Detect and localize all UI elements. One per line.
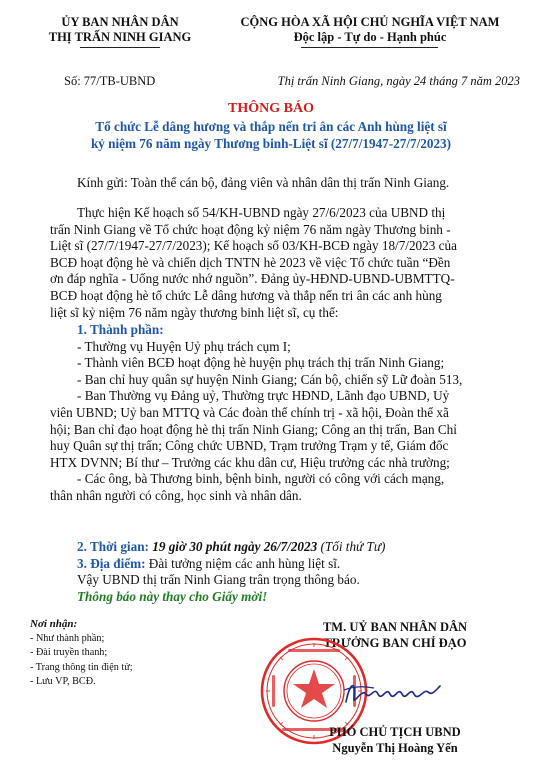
participant-line: - Thành viên BCĐ hoạt động hè huyện phụ trách thị trấn Ninh Giang; — [77, 355, 445, 371]
recipient-item: - Đài truyền thanh; — [30, 647, 108, 659]
country-name: CỘNG HÒA XÃ HỘI CHỦ NGHĨA VIỆT NAM — [240, 15, 500, 29]
recipients-block — [30, 617, 230, 690]
section2-heading: 2. Thời gian: — [77, 539, 149, 554]
participant-line: HTX DVNN; Bí thư – Trưởng các khu dân cư, Hiệu trưởng các nhà trường; — [50, 454, 450, 470]
issuer-line2: THỊ TRẤN NINH GIANG — [48, 30, 192, 44]
section3-heading: 3. Địa điểm: — [77, 555, 146, 571]
motto: Độc lập - Tự do - Hạnh phúc — [293, 30, 447, 44]
section1-heading: 1. Thành phần: — [77, 322, 164, 337]
subtitle-line1: Tổ chức Lễ dâng hương và thắp nến tri ân các Anh hùng liệt sĩ — [95, 119, 447, 134]
document-number: Số: 77/TB-UBND — [64, 74, 156, 88]
signature-org-line2: TRƯỞNG BAN CHỈ ĐẠO — [323, 635, 467, 650]
event-day-note: (Tối thứ Tư) — [320, 539, 386, 554]
participant-line: thân nhân người có công, học sinh và nhân dân. — [50, 487, 302, 503]
signer-block — [270, 725, 520, 756]
intro-line: trấn Ninh Giang về Tổ chức hoạt động kỷ niệm 76 năm ngày Thương binh - — [50, 221, 451, 237]
recipient-item: - Như thành phần; — [30, 632, 105, 644]
handwritten-signature — [340, 672, 445, 712]
document-title: THÔNG BÁO — [228, 101, 314, 116]
participant-line: - Các ông, bà Thương binh, bệnh binh, người có công với cách mạng, — [77, 471, 445, 487]
participant-line: - Ban chỉ huy quân sự huyện Ninh Giang; Cán bộ, chiến sỹ Lữ đoàn 513, — [77, 371, 463, 387]
greeting: Kính gửi: Toàn thể cán bộ, đảng viên và nhân dân thị trấn Ninh Giang. — [77, 175, 450, 190]
recipient-item: - Trang thông tin điện tử; — [30, 661, 133, 673]
intro-line: Liệt sĩ (27/7/1947-27/7/2023); Kế hoạch số 03/KH-BCĐ ngày 18/7/2023 của — [50, 238, 457, 254]
closing-sentence: Vậy UBND thị trấn Ninh Giang trân trọng thông báo. — [77, 572, 360, 588]
issuer-block — [30, 15, 210, 45]
signer-name: Nguyễn Thị Hoàng Yến — [332, 740, 458, 755]
subtitle-line2: kỷ niệm 76 năm ngày Thương binh-Liệt sĩ (27/7/1947-27/7/2023) — [90, 135, 452, 151]
signature-org-line1: TM. UỶ BAN NHÂN DÂN — [322, 620, 468, 634]
issuer-line1: ỦY BAN NHÂN DÂN — [61, 15, 179, 29]
motto-underline — [301, 47, 438, 48]
event-time: 19 giờ 30 phút ngày 26/7/2023 — [152, 539, 318, 554]
participant-line: hội; Ban chỉ đạo hoạt động hè thị trấn Ninh Giang; Công an thị trấn, Ban Chỉ — [50, 421, 457, 437]
intro-paragraph — [50, 205, 510, 321]
section-participants — [50, 322, 510, 505]
participant-line: - Thường vụ Huyện Uỷ phụ trách cụm I; — [77, 338, 291, 354]
document-subtitle — [0, 119, 542, 152]
intro-line: BCĐ hoạt động hè tổ chức Lễ dâng hương và thắp nến tri ân các anh hùng — [50, 287, 442, 303]
section3-line — [77, 556, 517, 573]
event-place: Đài tưởng niệm các anh hùng liệt sĩ. — [148, 555, 341, 571]
signer-title: PHÓ CHỦ TỊCH UBND — [329, 725, 461, 739]
participant-line: viên UBND; Uỷ ban MTTQ và Các đoàn thể chính trị - xã hội, Đoàn thể xã — [50, 404, 449, 420]
national-motto-block — [215, 15, 525, 45]
section-time-place — [77, 539, 517, 605]
intro-line: Thực hiện Kế hoạch số 54/KH-UBND ngày 27/6/2023 của UBND thị — [77, 205, 446, 220]
intro-line: ơn đáp nghĩa - Uống nước nhớ nguồn”. Đảng ủy-HĐND-UBND-UBMTTQ- — [50, 271, 455, 287]
issuer-underline — [80, 47, 160, 48]
intro-line: liệt sĩ kỷ niệm 76 năm ngày thương binh liệt sĩ, cụ thể: — [50, 304, 339, 320]
closing-note: Thông báo này thay cho Giấy mời! — [77, 588, 268, 604]
participant-line: huy Quân sự thị trấn; Công chức UBND, Trạm trưởng Trạm y tế, Giám đốc — [50, 438, 449, 454]
recipient-item: - Lưu VP, BCĐ. — [30, 676, 96, 688]
recipients-heading: Nơi nhận: — [30, 618, 78, 630]
place-date: Thị trấn Ninh Giang, ngày 24 tháng 7 năm 2023 — [277, 74, 520, 88]
intro-line: BCĐ hoạt động hè và chiến dịch TNTN hè 2023 về việc Tổ chức tuần “Đền — [50, 254, 451, 270]
section2-line — [77, 539, 517, 556]
participant-line: - Ban Thường vụ Đảng uỷ, Thường trực HĐND, Lãnh đạo UBND, Uỷ — [77, 388, 450, 404]
